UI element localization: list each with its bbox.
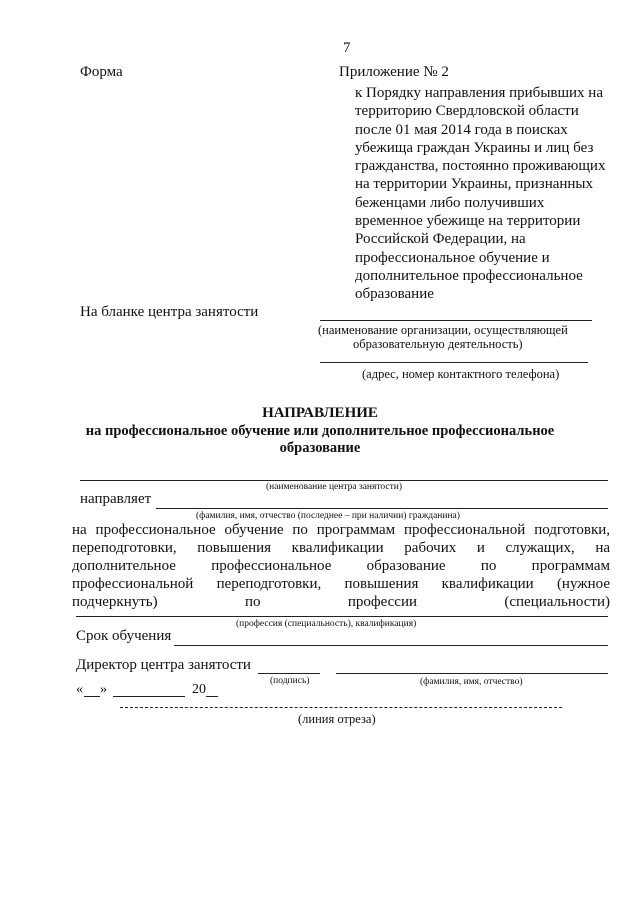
appendix-title: Приложение № 2 — [339, 64, 449, 80]
appendix-line: после 01 мая 2014 года в поисках — [355, 121, 568, 138]
paragraph-line: дополнительное профессиональное образование по программам — [72, 558, 611, 574]
date-month-line — [113, 696, 185, 697]
director-label: Директор центра занятости — [76, 657, 251, 673]
paragraph-line: переподготовки, повышения квалификации рабочих и служащих, на — [72, 540, 611, 556]
address-line — [320, 362, 588, 363]
address-caption: (адрес, номер контактного телефона) — [362, 367, 560, 381]
date-close-quote: » — [100, 682, 107, 697]
paragraph-line: на профессиональное обучение по программам профессиональной подготовки, — [72, 522, 611, 538]
appendix-line: дополнительное профессиональное — [355, 267, 583, 284]
date-open-quote: « — [76, 682, 83, 697]
appendix-line: образование — [355, 286, 434, 303]
signature-caption: (подпись) — [270, 676, 310, 686]
organization-caption: (наименование организации, осуществляющей — [318, 323, 568, 337]
appendix-line: беженцами либо получивших — [355, 194, 545, 211]
document-subtitle: на профессиональное обучение или дополнительное профессиональное — [85, 423, 555, 439]
date-year-prefix: 20 — [192, 682, 206, 697]
date-day-line — [84, 696, 100, 697]
cut-line — [120, 707, 562, 708]
appendix-line: к Порядку направления прибывших на — [355, 85, 603, 101]
appendix-text — [355, 84, 605, 304]
document-subtitle-2: образование — [279, 440, 361, 456]
date-year-line — [206, 696, 218, 697]
letterhead-label: На бланке центра занятости — [80, 304, 259, 320]
paragraph-line: профессиональной переподготовки, повышения квалификации (нужное — [72, 576, 610, 592]
cut-line-caption: (линия отреза) — [298, 712, 376, 726]
employment-center-caption: (наименование центра занятости) — [266, 482, 402, 492]
citizen-name-line — [156, 508, 608, 509]
training-term-line — [174, 645, 608, 646]
director-name-line — [336, 673, 608, 674]
organization-line — [320, 320, 592, 321]
appendix-line: гражданства, постоянно проживающих — [355, 158, 606, 175]
director-name-caption: (фамилия, имя, отчество) — [420, 677, 523, 687]
organization-caption-2: образовательную деятельность) — [353, 337, 523, 351]
document-title: НАПРАВЛЕНИЕ — [262, 405, 378, 421]
appendix-line: Российской Федерации, на — [355, 231, 526, 248]
citizen-name-caption: (фамилия, имя, отчество (последнее – при наличии) гражданина) — [196, 511, 460, 521]
form-label: Форма — [80, 64, 123, 80]
training-term-label: Срок обучения — [76, 628, 172, 644]
page-number: 7 — [343, 40, 351, 56]
appendix-line: временное убежище на территории — [355, 213, 581, 230]
profession-line — [76, 616, 608, 617]
appendix-line: на территории Украины, признанных — [355, 176, 594, 193]
paragraph-line: подчеркнуть) по профессии (специальности) — [72, 594, 611, 610]
employment-center-line — [80, 480, 608, 481]
profession-caption: (профессия (специальность), квалификация) — [236, 619, 417, 629]
directs-label: направляет — [80, 491, 152, 507]
appendix-line: убежища граждан Украины и лиц без — [355, 139, 594, 156]
appendix-line: территорию Свердловской области — [355, 103, 579, 120]
appendix-line: профессиональное обучение и — [355, 249, 550, 266]
signature-line — [258, 673, 320, 674]
